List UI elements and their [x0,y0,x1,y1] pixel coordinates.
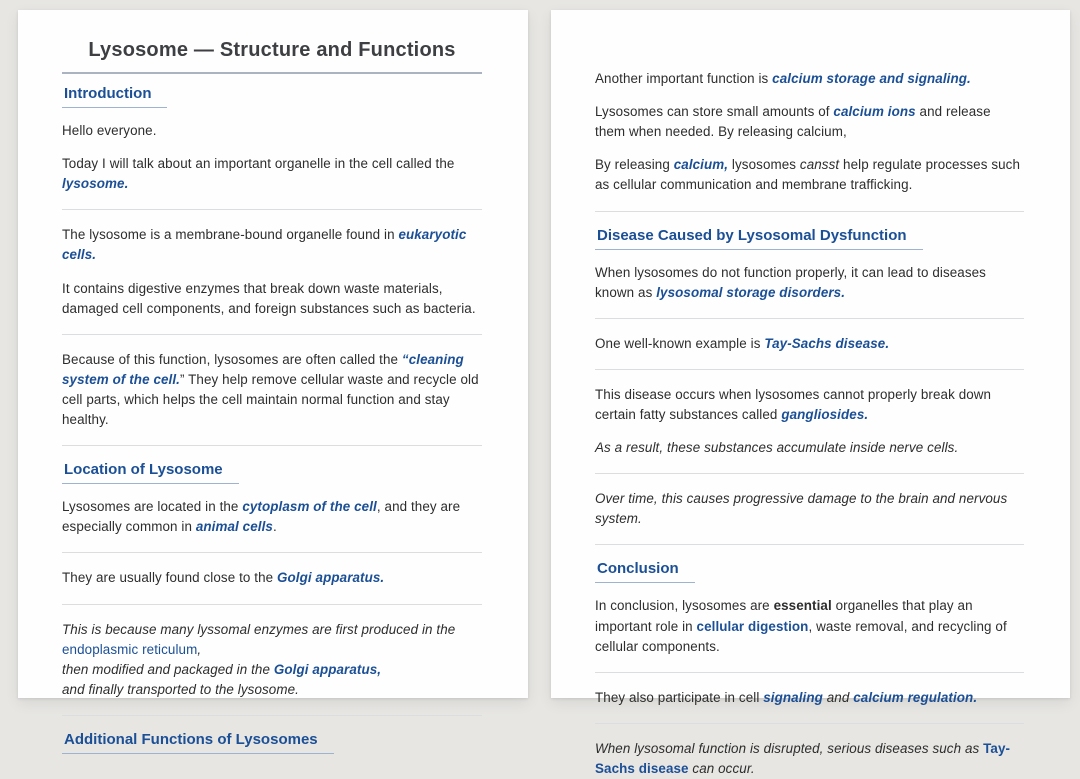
emphasized-text: Tay-Sachs disease [595,740,1011,776]
paragraph [595,385,1024,425]
section-heading: Conclusion [595,560,695,583]
title-underline [62,72,482,74]
emphasized-text: then modified and packaged in the [62,661,274,677]
emphasized-text: and finally transported to the lysosome. [62,681,299,697]
section-heading-wrap [595,560,1024,583]
emphasized-text: cansst [799,157,840,173]
emphasized-text: calcium storage and signaling. [772,71,971,86]
paragraph-divider [62,445,482,446]
emphasized-text: lysosomal storage disorders. [656,284,846,300]
paragraph-divider [595,473,1024,474]
body-text: Another important function is [595,71,773,86]
paragraph-divider [595,544,1024,545]
paragraph [62,154,482,194]
body-text: Lysosomes are located in the [62,499,243,515]
paragraph-divider [62,604,482,605]
body-text: They also participate in cell [595,689,764,705]
emphasized-text: cellular digestion [696,618,809,634]
emphasized-text: Golgi apparatus, [273,661,382,677]
paragraph [595,334,1024,354]
document-title: Lysosome — Structure and Functions [88,39,456,61]
body-text: Today I will talk about an important organelle in the cell called the [62,156,455,172]
emphasized-text: and [822,689,854,705]
body-text: This disease occurs when lysosomes cannot properly break down certain fatty substances called [595,386,992,422]
body-text: It contains digestive enzymes that break down waste materials, damaged cell components, and foreign substances such as bacteria. [62,280,476,316]
emphasized-text: Tay-Sachs disease. [764,335,890,351]
left-page-content [18,10,528,748]
emphasized-text: cytoplasm of the cell [242,499,377,515]
body-text: lysosomes [728,157,800,173]
paragraph [62,225,482,265]
emphasized-text: Golgi apparatus. [277,570,385,586]
paragraph [62,121,482,141]
emphasized-text: As a result, these substances accumulate inside nerve cells. [595,440,959,456]
emphasized-text: gangliosides. [781,406,869,422]
emphasized-text: , [197,641,202,657]
paragraph [595,438,1024,458]
paragraph-divider [595,318,1024,319]
body-text: When lysosomes do not function properly, it can lead to diseases known as [595,264,986,300]
section-heading-wrap [62,461,482,484]
body-text: Hello everyone. [62,123,157,138]
paragraph-divider [595,369,1024,370]
paragraph [62,497,482,537]
body-text: . [272,519,277,535]
body-text: By releasing [595,157,674,173]
paragraph [595,489,1024,529]
body-text: In conclusion, lysosomes are [595,598,774,614]
paragraph [595,69,1024,89]
section-heading: Additional Functions of Lysosomes [62,731,334,754]
paragraph [62,620,482,700]
emphasized-text: lysosome. [62,176,129,192]
section-heading: Introduction [62,85,167,108]
paragraph [595,688,1024,708]
body-text: Because of this function, lysosomes are often called the [62,351,402,367]
section-heading-wrap [62,85,482,108]
paragraph [595,102,1024,142]
paragraph [595,596,1024,656]
right-page-content [551,10,1070,776]
paragraph-divider [62,209,482,210]
emphasized-text: eukaryotic cells. [62,227,467,263]
paragraph-divider [62,715,482,716]
paragraph-divider [62,334,482,335]
emphasized-text: calcium, [673,157,729,173]
body-text: ” They help remove cellular waste and recycle old cell parts, which helps the cell maintain normal function and stay healthy. [62,371,479,428]
body-text: They are usually found close to the [62,570,277,586]
body-text: and release them when needed. By releasing calcium, [595,104,991,140]
emphasized-text: can occur. [688,760,755,776]
paragraph-divider [595,723,1024,724]
emphasized-text: calcium regulation. [853,689,978,705]
section-heading: Location of Lysosome [62,461,239,484]
body-text: , and they are especially common in [62,499,461,535]
left-page [18,10,528,748]
emphasized-text: endoplasmic reticulum [62,641,198,657]
paragraph [62,279,482,319]
emphasized-text: animal cells [195,519,273,535]
body-text: Lysosomes can store small amounts of [595,104,834,120]
paragraph [595,739,1024,779]
paragraph-divider [595,672,1024,673]
emphasized-text: “cleaning system of the cell. [62,351,464,387]
section-heading-wrap [62,731,482,754]
body-text: help regulate processes such as cellular communication and membrane trafficking. [595,157,1021,193]
emphasized-text: This is because many lyssomal enzymes are first produced in the [62,621,456,637]
emphasized-text: When lysosomal function is disrupted, serious diseases such as [595,740,984,756]
emphasized-text: signaling [763,689,823,705]
paragraph [595,263,1024,303]
paragraph [595,155,1024,195]
emphasized-text: essential [773,598,832,614]
body-text: organelles that play an important role in [595,598,973,634]
body-text: The lysosome is a membrane-bound organelle found in [62,227,399,243]
paragraph-divider [62,552,482,553]
paragraph [62,568,482,588]
emphasized-text: calcium ions [833,104,916,120]
body-text: , waste removal, and recycling of cellular components. [595,618,1007,654]
paragraph-divider [595,211,1024,212]
paragraph [62,350,482,430]
section-heading: Disease Caused by Lysosomal Dysfunction [595,227,923,250]
emphasized-text: Over time, this causes progressive damage to the brain and nervous system. [595,491,1008,527]
section-heading-wrap [595,227,1024,250]
body-text: One well-known example is [595,335,765,351]
right-page [551,10,1070,776]
